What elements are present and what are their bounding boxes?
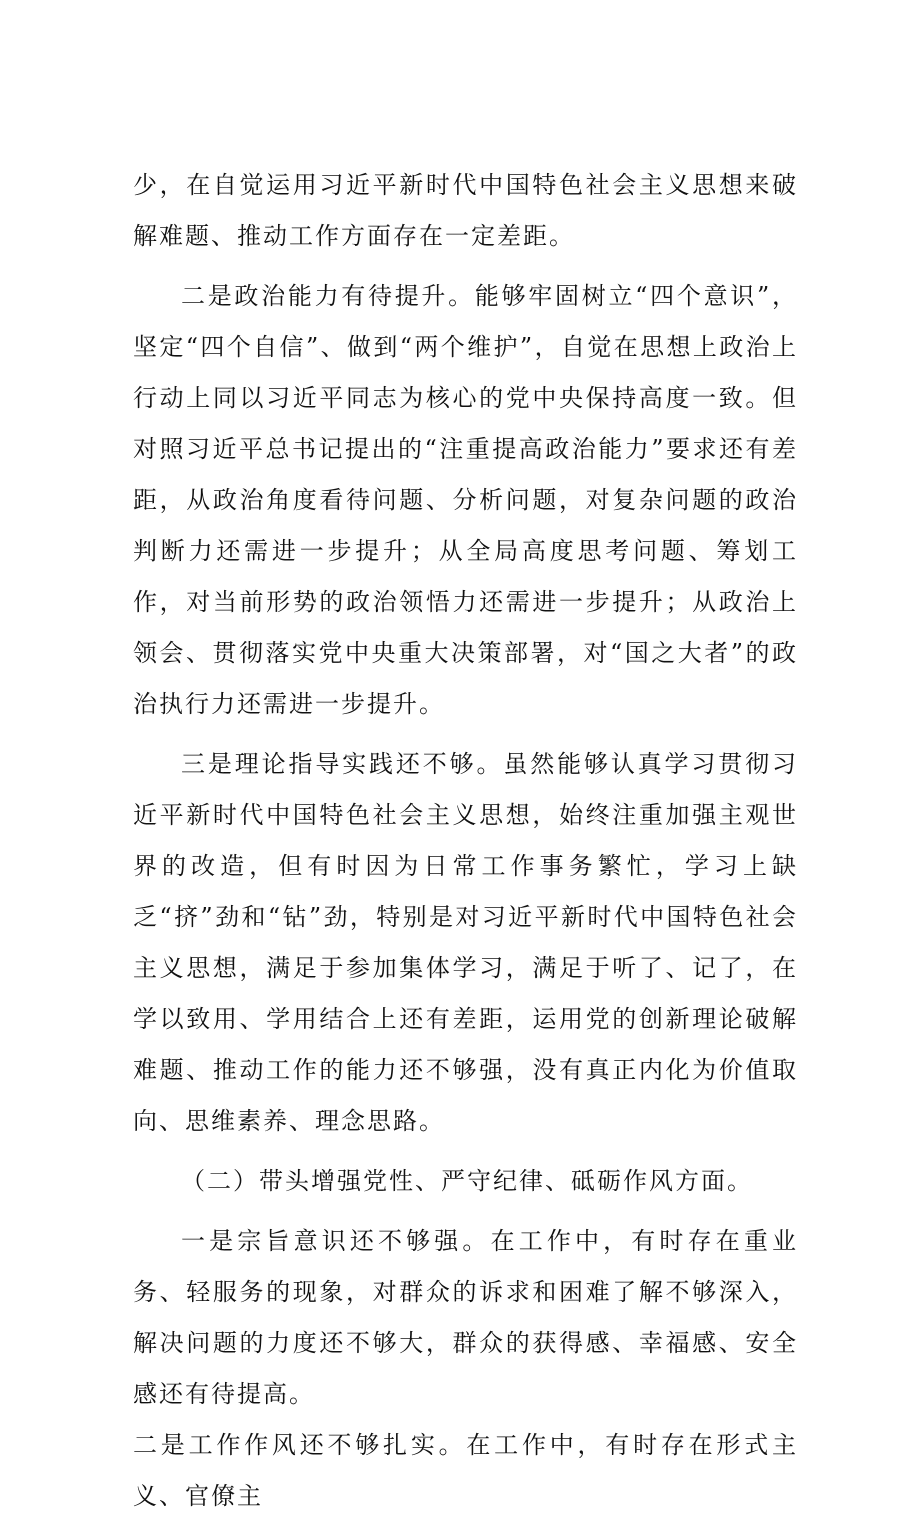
paragraph-theory-practice: 三是理论指导实践还不够。虽然能够认真学习贯彻习近平新时代中国特色社会主义思想，始终注重加强主观世界的改造，但有时因为日常工作事务繁忙，学习上缺乏“挤”劲和“钻”劲，特别是对习近平新时代中国特色社会主义思想，满足于参加集体学习，满足于听了、记了，在学以致用、学用结合上还有差距，运用党的创新理论破解难题、推动工作的能力还不够强，没有真正内化为价值取向、思维素养、理念思路。	[133, 750, 798, 1135]
paragraph-political-ability: 二是政治能力有待提升。能够牢固树立“四个意识”，坚定“四个自信”、做到“两个维护”，自觉在思想上政治上行动上同以习近平同志为核心的党中央保持高度一致。但对照习近平总书记提出的“注重提高政治能力”要求还有差距，从政治角度看待问题、分析问题，对复杂问题的政治判断力还需进一步提升；从全局高度思考问题、筹划工作，对当前形势的政治领悟力还需进一步提升；从政治上领会、贯彻落实党中央重大决策部署，对“国之大者”的政治执行力还需进一步提升。	[133, 282, 798, 718]
paragraph-continuation: 少，在自觉运用习近平新时代中国特色社会主义思想来破解难题、推动工作方面存在一定差距。	[133, 171, 798, 250]
paragraph-work-style: 二是工作作风还不够扎实。在工作中，有时存在形式主义、官僚主	[133, 1431, 798, 1510]
document-body	[133, 160, 798, 1522]
section-heading-2: （二）带头增强党性、严守纪律、砥砺作风方面。	[181, 1167, 753, 1195]
paragraph-purpose-awareness: 一是宗旨意识还不够强。在工作中，有时存在重业务、轻服务的现象，对群众的诉求和困难了解不够深入，解决问题的力度还不够大，群众的获得感、幸福感、安全感还有待提高。	[133, 1227, 798, 1408]
